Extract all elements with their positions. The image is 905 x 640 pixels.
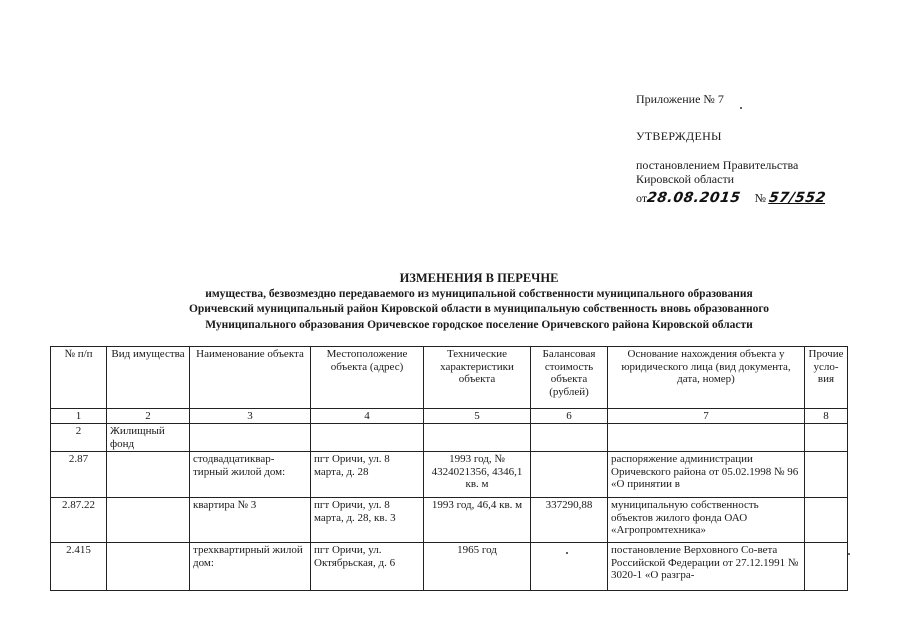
column-number: 6 bbox=[531, 409, 608, 424]
cell-cost bbox=[531, 424, 608, 452]
column-number: 3 bbox=[190, 409, 311, 424]
cell-address: пгт Оричи, ул. 8 марта, д. 28, кв. 3 bbox=[311, 498, 424, 543]
cell-type bbox=[107, 543, 190, 591]
header-name: Наименование объекта bbox=[190, 347, 311, 409]
table-row bbox=[51, 498, 848, 543]
header-type: Вид имущества bbox=[107, 347, 190, 409]
handwritten-date: 28.08.2015 bbox=[645, 190, 742, 206]
cell-tech: 1965 год bbox=[424, 543, 531, 591]
property-table bbox=[50, 346, 848, 591]
column-number: 1 bbox=[51, 409, 107, 424]
cell-tech: 1993 год, 46,4 кв. м bbox=[424, 498, 531, 543]
title-main: ИЗМЕНЕНИЯ В ПЕРЕЧНЕ bbox=[399, 271, 559, 285]
approved-label: УТВЕРЖДЕНЫ bbox=[636, 129, 722, 143]
cell-type: Жилищный фонд bbox=[107, 424, 190, 452]
number-prefix: № bbox=[754, 191, 767, 205]
header-number: № п/п bbox=[51, 347, 107, 409]
cell-name bbox=[190, 424, 311, 452]
cell-number: 2.87 bbox=[51, 452, 107, 498]
cell-address: пгт Оричи, ул. 8 марта, д. 28 bbox=[311, 452, 424, 498]
header-tech: Технические характеристики объекта bbox=[424, 347, 531, 409]
column-number: 7 bbox=[608, 409, 805, 424]
header-address: Местоположение объекта (адрес) bbox=[311, 347, 424, 409]
cell-other bbox=[805, 452, 848, 498]
cell-number: 2 bbox=[51, 424, 107, 452]
cell-cost: 337290,88 bbox=[531, 498, 608, 543]
title-line-2: Оричевский муниципальный район Кировской области в муниципальную собственность вновь образованного bbox=[188, 303, 770, 315]
cell-basis: постановление Верховного Со-вета Российской Федерации от 27.12.1991 № 3020-1 «О разгра- bbox=[608, 543, 805, 591]
cell-tech bbox=[424, 424, 531, 452]
column-number: 5 bbox=[424, 409, 531, 424]
title-line-1: имущества, безвозмездно передаваемого из муниципальной собственности муниципального образования bbox=[205, 287, 753, 300]
cell-cost bbox=[531, 452, 608, 498]
appendix-label: Приложение № 7 bbox=[636, 92, 724, 106]
cell-name: трехквартирный жилой дом: bbox=[190, 543, 311, 591]
cell-address bbox=[311, 424, 424, 452]
column-number-row bbox=[51, 409, 848, 424]
scan-speck bbox=[848, 553, 850, 555]
cell-basis bbox=[608, 424, 805, 452]
table-row bbox=[51, 543, 848, 591]
cell-other bbox=[805, 424, 848, 452]
handwritten-number: 57/552 bbox=[768, 190, 828, 206]
cell-name: стодвадцатиквар-тирный жилой дом: bbox=[190, 452, 311, 498]
cell-cost bbox=[531, 543, 608, 591]
decree-line-1: постановлением Правительства bbox=[636, 158, 799, 172]
column-number: 2 bbox=[107, 409, 190, 424]
table-row bbox=[51, 424, 848, 452]
date-prefix: от bbox=[636, 191, 648, 205]
scan-speck bbox=[566, 552, 568, 554]
scan-speck bbox=[740, 107, 742, 109]
title-line-3: Муниципального образования Оричевское городское поселение Оричевского района Кировской области bbox=[205, 318, 753, 331]
column-number: 8 bbox=[805, 409, 848, 424]
table-header-row bbox=[51, 347, 848, 409]
document-title bbox=[140, 271, 818, 333]
cell-name: квартира № 3 bbox=[190, 498, 311, 543]
decree-date-number bbox=[636, 190, 826, 206]
cell-basis: распоряжение администрации Оричевского района от 05.02.1998 № 96 «О принятии в bbox=[608, 452, 805, 498]
header-basis: Основание нахождения объекта у юридического лица (вид документа, дата, номер) bbox=[608, 347, 805, 409]
cell-basis: муниципальную собственность объектов жилого фонда ОАО «Агропромтехника» bbox=[608, 498, 805, 543]
column-number: 4 bbox=[311, 409, 424, 424]
cell-address: пгт Оричи, ул. Октябрьская, д. 6 bbox=[311, 543, 424, 591]
cell-type bbox=[107, 498, 190, 543]
decree-line-2: Кировской области bbox=[636, 172, 735, 186]
cell-number: 2.87.22 bbox=[51, 498, 107, 543]
decree-reference bbox=[636, 158, 798, 186]
cell-other bbox=[805, 543, 848, 591]
header-cost: Балансовая стоимость объекта (рублей) bbox=[531, 347, 608, 409]
cell-other bbox=[805, 498, 848, 543]
cell-tech: 1993 год, № 4324021356, 4346,1 кв. м bbox=[424, 452, 531, 498]
table-row bbox=[51, 452, 848, 498]
header-other: Прочие усло- вия bbox=[805, 347, 848, 409]
cell-type bbox=[107, 452, 190, 498]
cell-number: 2.415 bbox=[51, 543, 107, 591]
